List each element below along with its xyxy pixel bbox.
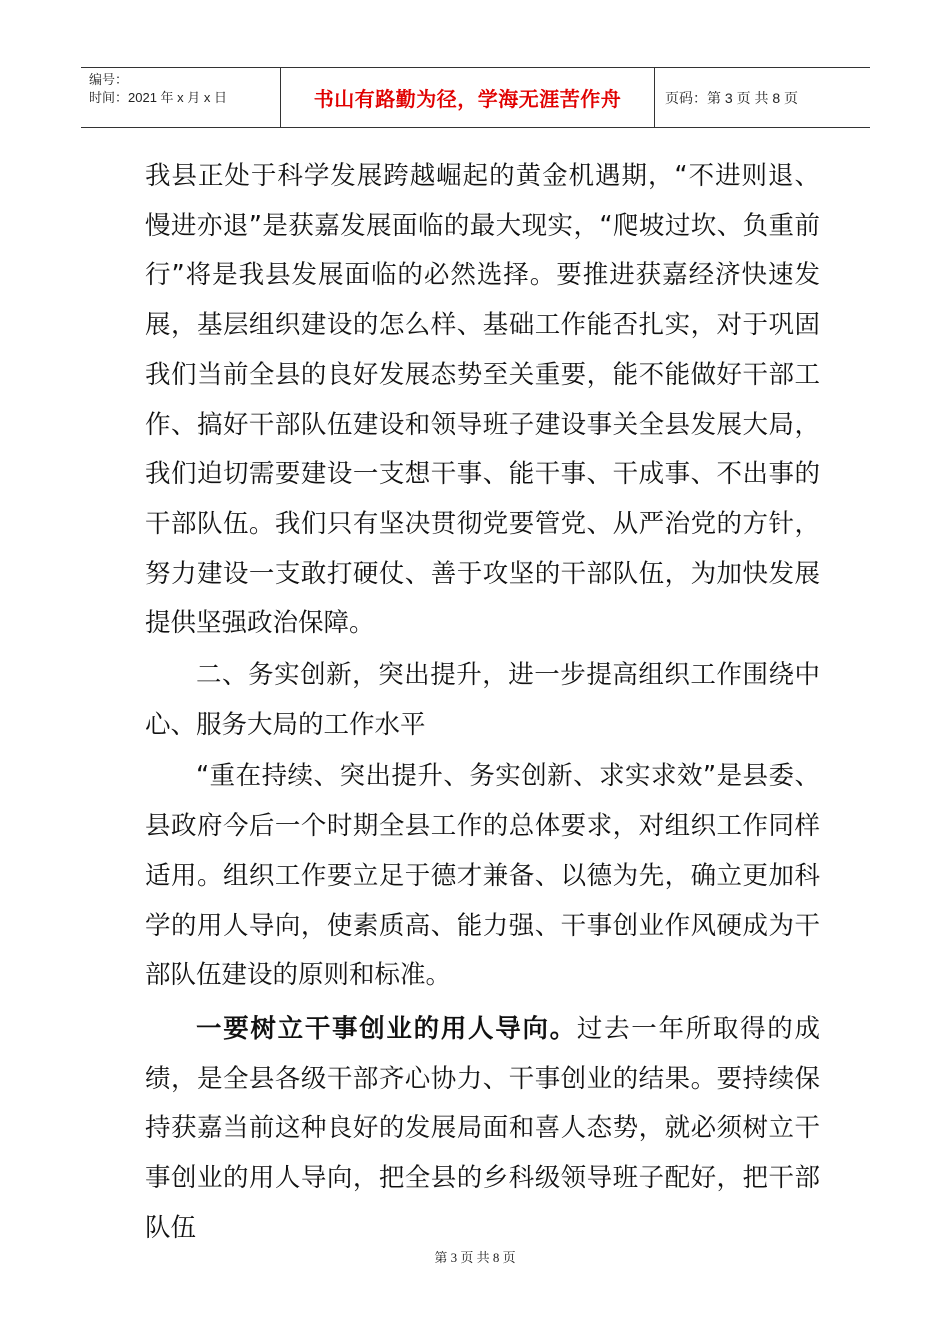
date-label: 时间：2021 年 x 月 x 日	[89, 90, 227, 105]
serial-label: 编号：	[89, 72, 129, 87]
section-heading-2: 二、务实创新，突出提升，进一步提高组织工作围绕中心、服务大局的工作水平	[145, 660, 820, 740]
paragraph-4-lead: 一要树立干事创业的用人导向。	[196, 1013, 577, 1044]
header-motto: 书山有路勤为径，学海无涯苦作舟	[281, 68, 655, 127]
paragraph-3: “重在持续、突出提升、务实创新、求实求效”是县委、县政府今后一个时期全县工作的总体要求，对组织工作同样适用。组织工作要立足于德才兼备、以德为先，确立更加科学的用人导向，使素质高、能力强、干事创业作风硬成为干部队伍建设的原则和标准。	[145, 761, 820, 991]
header-meta	[81, 68, 281, 127]
paragraph-4	[145, 1005, 820, 1254]
document-body	[145, 152, 820, 1253]
paragraph-1: 我县正处于科学发展跨越崛起的黄金机遇期，“不进则退、慢进亦退”是获嘉发展面临的最大现实，“爬坡过坎、负重前行”将是我县发展面临的必然选择。要推进获嘉经济快速发展，基层组织建设的怎么样、基础工作能否扎实，对于巩固我们当前全县的良好发展态势至关重要，能不能做好干部工作、搞好干部队伍建设和领导班子建设事关全县发展大局，我们迫切需要建设一支想干事、能干事、干成事、不出事的干部队伍。我们只有坚决贯彻党要管党、从严治党的方针，努力建设一支敢打硬仗、善于攻坚的干部队伍，为加快发展提供坚强政治保障。	[145, 161, 820, 639]
page-header	[81, 67, 870, 128]
paragraph-4-text: 过去一年所取得的成绩，是全县各级干部齐心协力、干事创业的结果。要持续保持获嘉当前这种良好的发展局面和喜人态势，就必须树立干事创业的用人导向，把全县的乡科级领导班子配好，把干部队伍	[145, 1013, 820, 1243]
page-footer: 第 3 页 共 8 页	[434, 1250, 516, 1265]
header-page-info: 页码：第 3 页 共 8 页	[665, 89, 799, 106]
